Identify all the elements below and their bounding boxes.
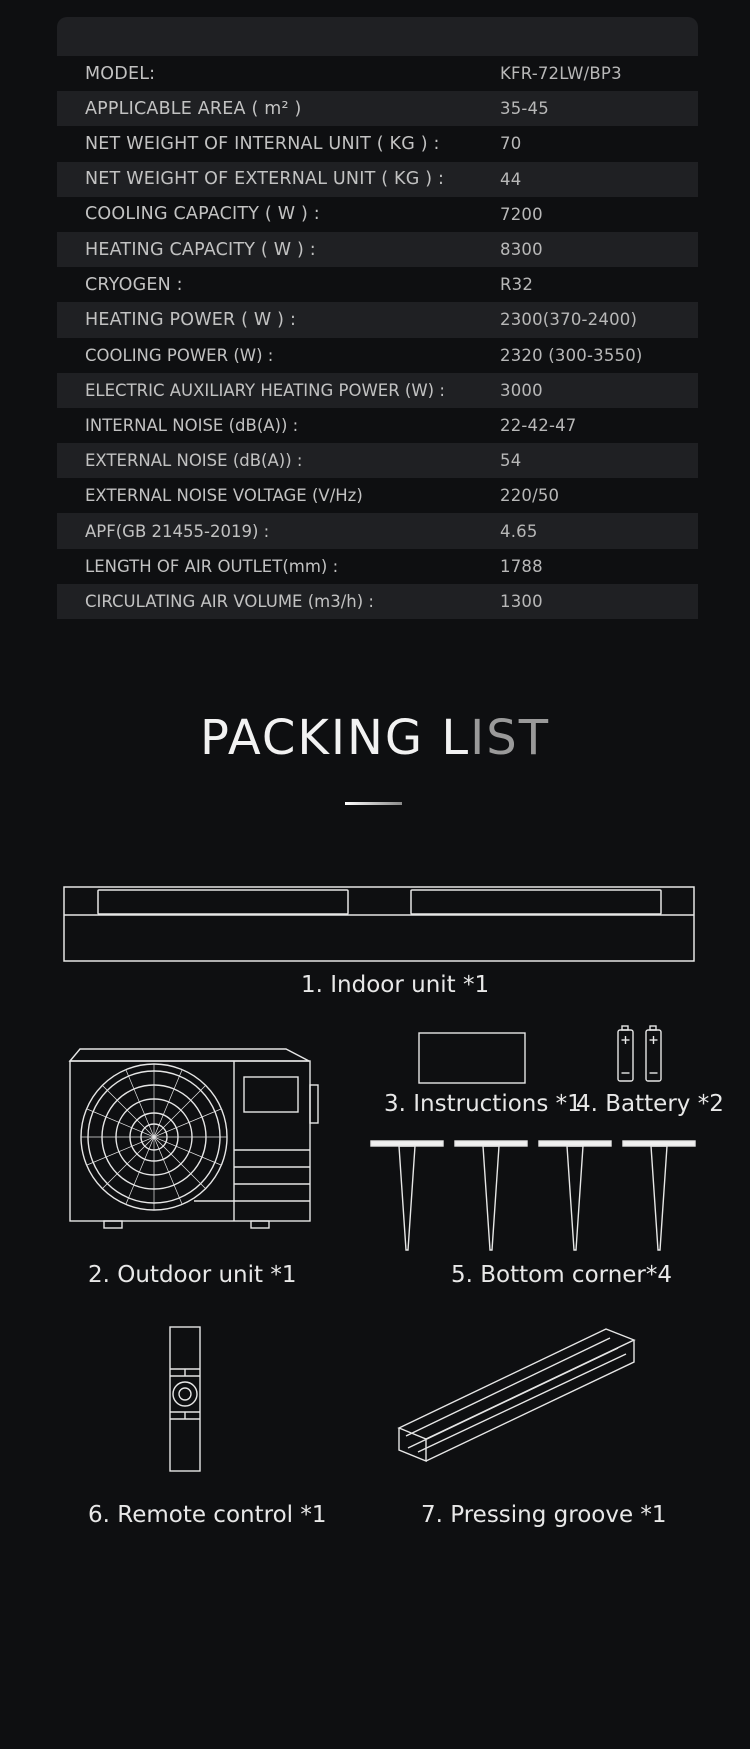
spec-label: MODEL:	[85, 63, 156, 84]
spec-value: 8300	[500, 240, 543, 260]
spec-row	[57, 91, 698, 126]
caption-remote-control: 6. Remote control *1	[88, 1502, 327, 1528]
spec-label: ELECTRIC AUXILIARY HEATING POWER (W) :	[85, 380, 445, 400]
spec-value: R32	[500, 275, 534, 295]
spec-row	[57, 197, 698, 232]
spec-value: 7200	[500, 204, 543, 224]
spec-label: APF(GB 21455-2019) :	[85, 521, 270, 541]
spec-table	[57, 17, 698, 619]
spec-label: CRYOGEN :	[85, 274, 183, 295]
caption-bottom-corner: 5. Bottom corner*4	[451, 1262, 673, 1288]
spec-row	[57, 126, 698, 161]
spec-value: 35-45	[500, 99, 549, 119]
indoor-unit-illustration	[63, 885, 697, 963]
spec-table-header	[57, 17, 698, 56]
title-underline	[345, 802, 402, 805]
spec-label: COOLING POWER (W) :	[85, 345, 274, 365]
spec-label: HEATING CAPACITY ( W ) :	[85, 239, 316, 260]
instructions-booklet-illustration	[418, 1032, 526, 1084]
spec-label: COOLING CAPACITY ( W ) :	[85, 204, 320, 225]
spec-value: 4.65	[500, 521, 538, 541]
spec-value: 3000	[500, 380, 543, 400]
spec-row	[57, 373, 698, 408]
spec-row	[57, 302, 698, 337]
title-main: PACKING L	[199, 710, 471, 766]
caption-outdoor-unit: 2. Outdoor unit *1	[88, 1262, 297, 1288]
spec-label: APPLICABLE AREA ( m² )	[85, 98, 302, 119]
spec-row	[57, 584, 698, 619]
title-dim: IST	[470, 710, 551, 766]
spec-label: NET WEIGHT OF EXTERNAL UNIT ( KG ) :	[85, 169, 445, 190]
spec-value: 1788	[500, 556, 543, 576]
spec-row	[57, 162, 698, 197]
bottom-corner-illustration	[370, 1140, 696, 1252]
spec-row	[57, 232, 698, 267]
spec-label: HEATING POWER ( W ) :	[85, 309, 297, 330]
outdoor-unit-illustration	[66, 1045, 321, 1235]
caption-instructions: 3. Instructions *1	[384, 1091, 582, 1117]
remote-control-illustration	[168, 1326, 202, 1472]
caption-indoor-unit: 1. Indoor unit *1	[301, 972, 490, 998]
caption-pressing-groove: 7. Pressing groove *1	[421, 1502, 667, 1528]
spec-value: 2300(370-2400)	[500, 310, 638, 330]
spec-value: 54	[500, 451, 522, 471]
spec-row	[57, 513, 698, 548]
spec-label: EXTERNAL NOISE VOLTAGE (V/Hz)	[85, 486, 363, 506]
spec-row	[57, 549, 698, 584]
pressing-groove-illustration	[396, 1326, 636, 1462]
spec-label: INTERNAL NOISE (dB(A)) :	[85, 415, 299, 435]
spec-row	[57, 56, 698, 91]
spec-row	[57, 443, 698, 478]
packing-list-title	[0, 708, 750, 768]
spec-row	[57, 478, 698, 513]
spec-label: EXTERNAL NOISE (dB(A)) :	[85, 451, 303, 471]
spec-value: 1300	[500, 591, 543, 611]
spec-row	[57, 338, 698, 373]
caption-battery: 4. Battery *2	[576, 1091, 724, 1117]
spec-value: 22-42-47	[500, 415, 577, 435]
spec-value: 44	[500, 169, 522, 189]
spec-value: KFR-72LW/BP3	[500, 64, 622, 84]
spec-row	[57, 408, 698, 443]
battery-illustration	[616, 1025, 664, 1083]
spec-label: CIRCULATING AIR VOLUME (m3/h) :	[85, 591, 374, 611]
spec-value: 220/50	[500, 486, 560, 506]
spec-row	[57, 267, 698, 302]
spec-value: 2320 (300-3550)	[500, 345, 643, 365]
spec-value: 70	[500, 134, 522, 154]
spec-label: LENGTH OF AIR OUTLET(mm) :	[85, 556, 339, 576]
spec-label: NET WEIGHT OF INTERNAL UNIT ( KG ) :	[85, 133, 440, 154]
